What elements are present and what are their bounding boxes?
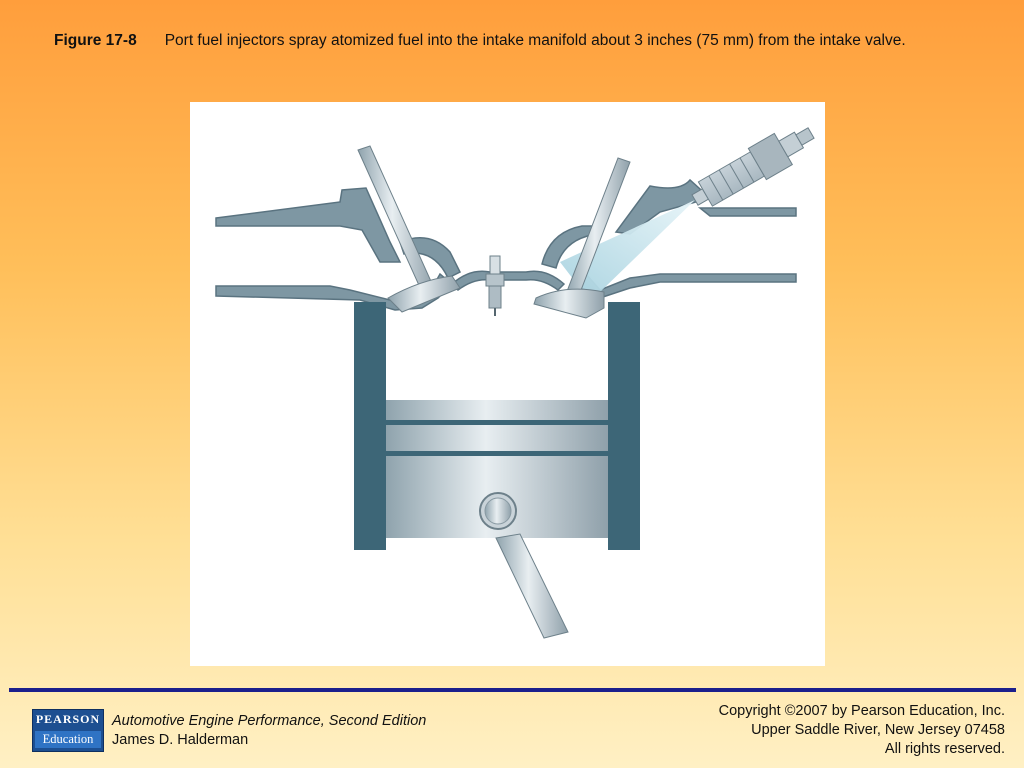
logo-line-2: Education bbox=[35, 731, 101, 748]
copyright-line-2: Upper Saddle River, New Jersey 07458 bbox=[751, 722, 1005, 738]
pearson-logo bbox=[32, 709, 104, 752]
footer-rule bbox=[9, 688, 1016, 692]
book-title: Automotive Engine Performance, Second Edition bbox=[112, 713, 427, 729]
figure-label: Figure 17-8 bbox=[54, 32, 137, 49]
figure-caption bbox=[54, 31, 954, 51]
cylinder-wall-left bbox=[354, 302, 386, 550]
caption-text: Port fuel injectors spray atomized fuel into the intake manifold about 3 inches (75 mm) from the intake valve. bbox=[164, 32, 906, 49]
engine-diagram bbox=[190, 102, 825, 666]
copyright-line-3: All rights reserved. bbox=[884, 741, 1005, 757]
spark-plug bbox=[486, 256, 504, 316]
cylinder-wall-right bbox=[608, 302, 640, 550]
book-author: James D. Halderman bbox=[112, 732, 249, 748]
engine-cross-section bbox=[190, 102, 825, 666]
book-info bbox=[112, 712, 426, 750]
fuel-injector bbox=[686, 117, 820, 215]
piston bbox=[386, 400, 608, 538]
copyright-block bbox=[719, 702, 1005, 759]
copyright-line-1: Copyright ©2007 by Pearson Education, Inc. bbox=[718, 703, 1005, 719]
connecting-rod bbox=[496, 534, 568, 638]
logo-line-1: PEARSON bbox=[35, 712, 101, 726]
